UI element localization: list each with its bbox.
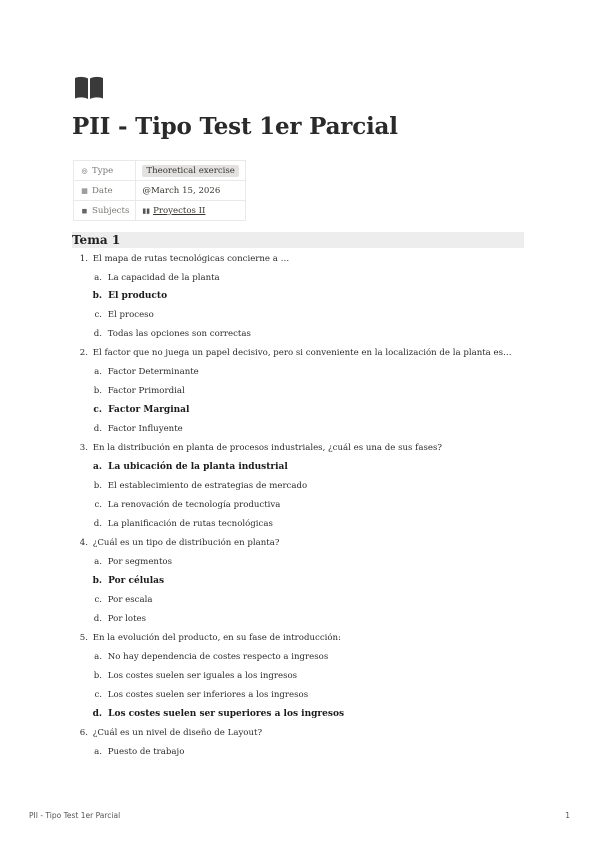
option-1b-correct: b. El producto	[92, 291, 168, 301]
property-date	[74, 181, 246, 201]
question-text: En la evolución del producto, en su fase de introducción:	[92, 633, 341, 643]
option-3a-correct: a. La ubicación de la planta industrial	[93, 462, 288, 472]
page-title: PII - Tipo Test 1er Parcial	[72, 113, 398, 140]
option-6a: a. Puesto de trabajo	[94, 747, 185, 757]
type-icon: ◎	[81, 166, 88, 175]
question-3: 3. En la distribución en planta de procesos industriales, ¿cuál es una de sus fases?	[79, 443, 442, 453]
property-subjects	[74, 201, 246, 221]
book-icon	[74, 76, 104, 100]
option-3b: b. El establecimiento de estrategias de mercado	[93, 481, 308, 491]
question-text: El factor que no juega un papel decisivo, pero si conveniente en la localización de la planta es…	[92, 348, 512, 358]
question-4: 4. ¿Cuál es un tipo de distribución en planta?	[79, 538, 280, 548]
option-5c: c. Los costes suelen ser inferiores a los ingresos	[94, 690, 309, 700]
option-5d-correct: d. Los costes suelen ser superiores a los ingresos	[92, 709, 345, 719]
question-text: En la distribución en planta de procesos industriales, ¿cuál es una de sus fases?	[92, 443, 442, 453]
property-key: Subjects	[92, 205, 130, 216]
type-tag[interactable]: Theoretical exercise	[142, 165, 239, 177]
option-4c: c. Por escala	[94, 595, 153, 605]
property-key: Type	[92, 165, 114, 176]
calendar-icon: ▦	[81, 186, 88, 195]
option-4b-correct: b. Por células	[92, 576, 165, 586]
question-6: 6. ¿Cuál es un nivel de diseño de Layout?	[79, 728, 263, 738]
question-text: El mapa de rutas tecnológicas concierne a …	[92, 254, 290, 264]
footer-doc-title: PII - Tipo Test 1er Parcial	[29, 811, 121, 820]
subject-page-icon: ▮▮	[142, 206, 151, 215]
option-5b: b. Los costes suelen ser iguales a los ingresos	[93, 671, 298, 681]
option-1d: d. Todas las opciones son correctas	[93, 329, 251, 339]
option-2b: b. Factor Primordial	[93, 386, 185, 396]
option-3d: d. La planificación de rutas tecnológicas	[93, 519, 273, 529]
footer-page-number: 1	[565, 811, 570, 820]
option-2d: d. Factor Influyente	[93, 424, 183, 434]
property-type	[74, 161, 246, 181]
option-2c-correct: c. Factor Marginal	[93, 405, 190, 415]
question-2: 2. El factor que no juega un papel decisivo, pero si conveniente en la localización de la planta es…	[79, 348, 512, 358]
properties-table	[73, 160, 246, 221]
option-2a: a. Factor Determinante	[94, 367, 199, 377]
question-text: ¿Cuál es un nivel de diseño de Layout?	[92, 728, 263, 738]
option-1c: c. El proceso	[94, 310, 154, 320]
property-key: Date	[92, 185, 113, 196]
option-3c: c. La renovación de tecnología productiva	[94, 500, 281, 510]
question-5: 5. En la evolución del producto, en su fase de introducción:	[79, 633, 341, 643]
option-5a: a. No hay dependencia de costes respecto a ingresos	[94, 652, 329, 662]
question-1: 1. El mapa de rutas tecnológicas concierne a …	[79, 254, 290, 264]
section-heading: Tema 1	[72, 232, 524, 248]
option-1a: a. La capacidad de la planta	[94, 273, 220, 283]
option-4a: a. Por segmentos	[94, 557, 172, 567]
option-4d: d. Por lotes	[93, 614, 147, 624]
subjects-icon: ◼	[81, 206, 88, 215]
question-text: ¿Cuál es un tipo de distribución en planta?	[92, 538, 280, 548]
date-value[interactable]: @March 15, 2026	[142, 185, 221, 196]
subject-link[interactable]: Proyectos II	[153, 205, 206, 216]
